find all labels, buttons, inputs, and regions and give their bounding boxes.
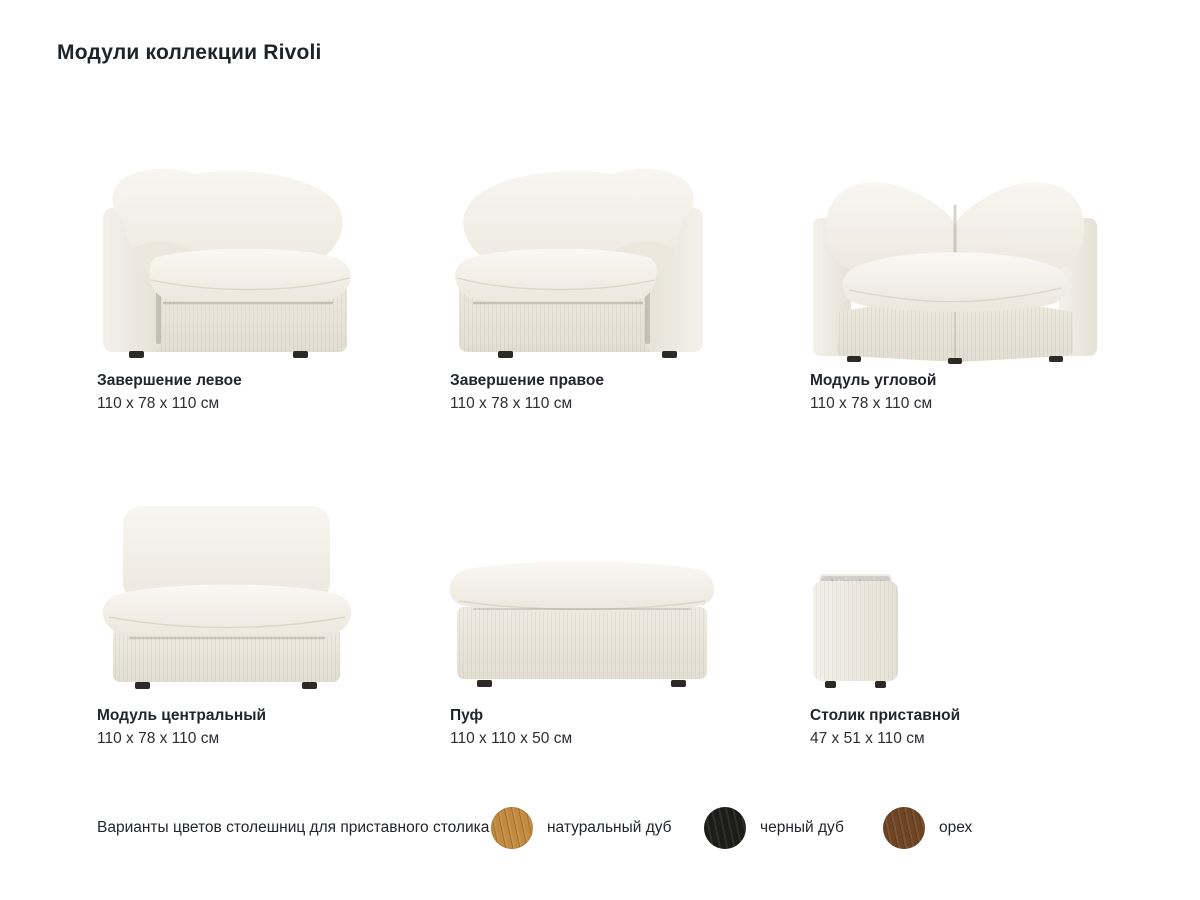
module-name: Модуль центральный xyxy=(97,707,266,724)
module-label xyxy=(97,370,242,415)
swatch-walnut-icon xyxy=(883,807,925,849)
color-option-walnut xyxy=(883,807,972,849)
module-figure-corner xyxy=(807,166,1103,364)
color-option-name: натуральный дуб xyxy=(547,819,672,836)
legend-label: Варианты цветов столешниц для приставного столика xyxy=(97,819,490,836)
module-dimensions: 110 x 110 x 50 см xyxy=(450,729,573,747)
module-dimensions: 110 x 78 x 110 см xyxy=(810,394,933,412)
module-figure-right-end xyxy=(447,162,709,358)
sofa-left-end-illustration xyxy=(97,162,357,358)
page-title: Модули коллекции Rivoli xyxy=(57,41,322,64)
module-name: Завершение правое xyxy=(450,372,604,389)
module-figure-center xyxy=(99,498,354,691)
module-dimensions: 110 x 78 x 110 см xyxy=(97,394,220,412)
module-dimensions: 47 x 51 x 110 см xyxy=(810,729,925,747)
module-figure-pouf xyxy=(443,561,721,694)
module-name: Завершение левое xyxy=(97,372,242,389)
module-name: Пуф xyxy=(450,707,484,724)
module-figure-left-end xyxy=(97,162,357,358)
module-label xyxy=(810,705,960,750)
sofa-corner-illustration xyxy=(807,166,1103,364)
module-label xyxy=(97,705,266,750)
pouf-illustration xyxy=(443,561,721,694)
color-option-black-oak xyxy=(704,807,844,849)
module-label xyxy=(810,370,936,415)
color-option-name: орех xyxy=(939,819,973,836)
swatch-black-oak-icon xyxy=(704,807,746,849)
color-option-natural-oak xyxy=(491,807,672,849)
swatch-natural-oak-icon xyxy=(491,807,533,849)
side-table-illustration xyxy=(808,571,903,693)
module-label xyxy=(450,370,604,415)
sofa-center-illustration xyxy=(99,498,354,691)
module-figure-side-table xyxy=(808,571,903,693)
module-dimensions: 110 x 78 x 110 см xyxy=(450,394,573,412)
module-dimensions: 110 x 78 x 110 см xyxy=(97,729,220,747)
color-option-name: черный дуб xyxy=(760,819,844,836)
module-name: Столик приставной xyxy=(810,707,961,724)
module-name: Модуль угловой xyxy=(810,372,937,389)
sofa-right-end-illustration xyxy=(447,162,709,358)
module-label xyxy=(450,705,572,750)
